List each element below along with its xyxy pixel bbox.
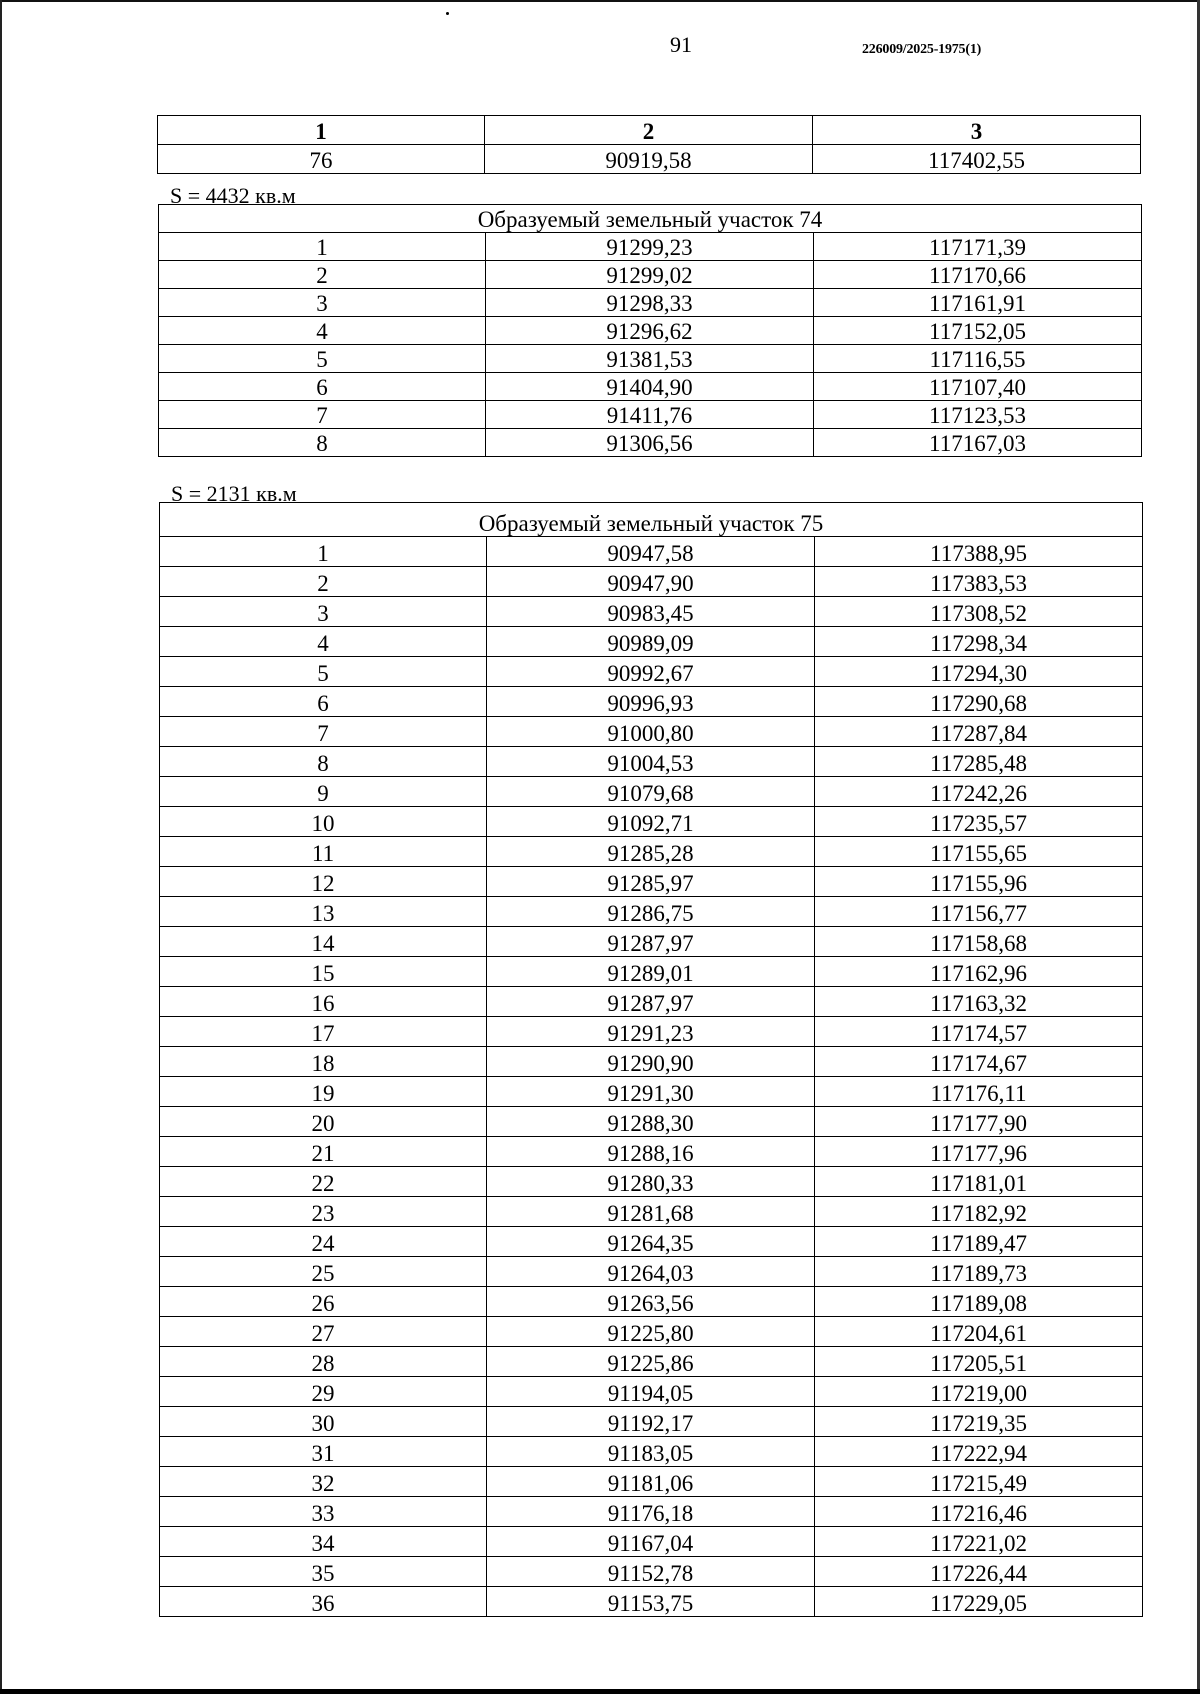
table-cell: 91153,75 (487, 1587, 815, 1617)
table-cell: 91291,23 (487, 1017, 815, 1047)
table-cell: 90983,45 (487, 597, 815, 627)
column-header-row (158, 116, 1141, 145)
table-cell: 117181,01 (815, 1167, 1143, 1197)
table-row (160, 537, 1143, 567)
table-cell: 7 (159, 401, 486, 429)
table-row (160, 897, 1143, 927)
table-cell: 117171,39 (814, 233, 1142, 261)
table-cell: 117294,30 (815, 657, 1143, 687)
table-row (159, 317, 1142, 345)
table-cell: 117182,92 (815, 1197, 1143, 1227)
table-row (160, 1527, 1143, 1557)
table-row (160, 1497, 1143, 1527)
table-row (160, 1557, 1143, 1587)
table-cell: 117174,67 (815, 1047, 1143, 1077)
table-row (160, 1107, 1143, 1137)
plot-title: Образуемый земельный участок 74 (159, 205, 1142, 233)
table-cell: 117285,48 (815, 747, 1143, 777)
table-cell: 117219,35 (815, 1407, 1143, 1437)
plot-75-table (159, 502, 1143, 1617)
table-cell: 117189,47 (815, 1227, 1143, 1257)
table-row (160, 717, 1143, 747)
table-cell: 35 (160, 1557, 487, 1587)
table-cell: 32 (160, 1467, 487, 1497)
table-cell: 117162,96 (815, 957, 1143, 987)
table-cell: 91079,68 (487, 777, 815, 807)
plot-title: Образуемый земельный участок 75 (160, 503, 1143, 537)
table-row (160, 777, 1143, 807)
table-cell: 91381,53 (486, 345, 814, 373)
document-code: 226009/2025-1975(1) (862, 42, 982, 57)
table-cell: 13 (160, 897, 487, 927)
table-cell: 91192,17 (487, 1407, 815, 1437)
table-cell: 117242,26 (815, 777, 1143, 807)
table-cell: 91176,18 (487, 1497, 815, 1527)
table-row (160, 1407, 1143, 1437)
table-cell: 117204,61 (815, 1317, 1143, 1347)
table-cell: 117383,53 (815, 567, 1143, 597)
table-cell: 10 (160, 807, 487, 837)
table-cell: 5 (160, 657, 487, 687)
plot-title-row (159, 205, 1142, 233)
table-row (160, 1467, 1143, 1497)
table-row (160, 1317, 1143, 1347)
table-cell: 117226,44 (815, 1557, 1143, 1587)
table-cell: 12 (160, 867, 487, 897)
table-cell: 117123,53 (814, 401, 1142, 429)
table-cell: 91181,06 (487, 1467, 815, 1497)
table-cell: 26 (160, 1287, 487, 1317)
table-row (160, 1437, 1143, 1467)
table-row (159, 401, 1142, 429)
table-cell: 24 (160, 1227, 487, 1257)
table-cell: 3 (159, 289, 486, 317)
area-label-1: S = 4432 кв.м (170, 183, 296, 208)
scan-speck (446, 12, 449, 15)
table-row (160, 627, 1143, 657)
table-cell: 21 (160, 1137, 487, 1167)
table-cell: 117170,66 (814, 261, 1142, 289)
table-cell: 19 (160, 1077, 487, 1107)
plot-title-row (160, 503, 1143, 537)
table-cell: 2 (159, 261, 486, 289)
table-cell: 91298,33 (486, 289, 814, 317)
table-cell: 117222,94 (815, 1437, 1143, 1467)
table-cell: 117177,96 (815, 1137, 1143, 1167)
table-cell: 117155,96 (815, 867, 1143, 897)
table-cell: 91291,30 (487, 1077, 815, 1107)
scan-left-border (0, 0, 2, 1694)
table-cell: 117388,95 (815, 537, 1143, 567)
table-cell: 91286,75 (487, 897, 815, 927)
table-cell: 117402,55 (813, 145, 1141, 174)
table-cell: 15 (160, 957, 487, 987)
table-cell: 91288,16 (487, 1137, 815, 1167)
table-cell: 8 (160, 747, 487, 777)
table-cell: 18 (160, 1047, 487, 1077)
table-cell: 117189,73 (815, 1257, 1143, 1287)
table-row (160, 807, 1143, 837)
table-row (159, 345, 1142, 373)
table-cell: 117219,00 (815, 1377, 1143, 1407)
table-cell: 91288,30 (487, 1107, 815, 1137)
table-cell: 91152,78 (487, 1557, 815, 1587)
table-cell: 117235,57 (815, 807, 1143, 837)
table-row (160, 747, 1143, 777)
table-cell: 91299,23 (486, 233, 814, 261)
table-row (160, 1257, 1143, 1287)
table-row (160, 1017, 1143, 1047)
table-row (160, 957, 1143, 987)
column-header: 1 (158, 116, 485, 145)
table-cell: 90947,90 (487, 567, 815, 597)
table-cell: 1 (159, 233, 486, 261)
table-cell: 91004,53 (487, 747, 815, 777)
table-cell: 117174,57 (815, 1017, 1143, 1047)
table-cell: 117107,40 (814, 373, 1142, 401)
table-cell: 117161,91 (814, 289, 1142, 317)
table-cell: 117158,68 (815, 927, 1143, 957)
table-row (160, 1227, 1143, 1257)
table-row (160, 867, 1143, 897)
table-row (159, 429, 1142, 457)
table-row (160, 1377, 1143, 1407)
table-cell: 117298,34 (815, 627, 1143, 657)
table-row (159, 261, 1142, 289)
table-cell: 117156,77 (815, 897, 1143, 927)
table-cell: 91287,97 (487, 987, 815, 1017)
table-cell: 117152,05 (814, 317, 1142, 345)
table-cell: 91281,68 (487, 1197, 815, 1227)
table-cell: 117116,55 (814, 345, 1142, 373)
column-header: 2 (485, 116, 813, 145)
table-row (159, 289, 1142, 317)
table-cell: 117216,46 (815, 1497, 1143, 1527)
table-cell: 8 (159, 429, 486, 457)
table-cell: 91290,90 (487, 1047, 815, 1077)
table-cell: 117290,68 (815, 687, 1143, 717)
table-cell: 117229,05 (815, 1587, 1143, 1617)
plot-74-table (158, 204, 1142, 457)
table-cell: 117287,84 (815, 717, 1143, 747)
table-cell: 117215,49 (815, 1467, 1143, 1497)
table-cell: 90947,58 (487, 537, 815, 567)
table-cell: 91183,05 (487, 1437, 815, 1467)
table-cell: 1 (160, 537, 487, 567)
table-cell: 30 (160, 1407, 487, 1437)
scan-bottom-border (0, 1689, 1200, 1694)
table-cell: 91225,80 (487, 1317, 815, 1347)
table-cell: 76 (158, 145, 485, 174)
area-label-2: S = 2131 кв.м (171, 481, 297, 506)
table-cell: 17 (160, 1017, 487, 1047)
table-cell: 11 (160, 837, 487, 867)
table-row (160, 1587, 1143, 1617)
table-cell: 91296,62 (486, 317, 814, 345)
table-cell: 91092,71 (487, 807, 815, 837)
table-cell: 5 (159, 345, 486, 373)
table-cell: 3 (160, 597, 487, 627)
table-cell: 117189,08 (815, 1287, 1143, 1317)
table-cell: 91225,86 (487, 1347, 815, 1377)
table-row (160, 687, 1143, 717)
table-cell: 91263,56 (487, 1287, 815, 1317)
table-cell: 117205,51 (815, 1347, 1143, 1377)
table-cell: 91411,76 (486, 401, 814, 429)
table-cell: 16 (160, 987, 487, 1017)
table-row (160, 567, 1143, 597)
table-cell: 91264,35 (487, 1227, 815, 1257)
page-number: 91 (670, 32, 692, 57)
table-cell: 91289,01 (487, 957, 815, 987)
table-cell: 117221,02 (815, 1527, 1143, 1557)
table-cell: 90992,67 (487, 657, 815, 687)
table-cell: 20 (160, 1107, 487, 1137)
table-row (160, 1137, 1143, 1167)
table-cell: 91000,80 (487, 717, 815, 747)
table-cell: 27 (160, 1317, 487, 1347)
table-cell: 91264,03 (487, 1257, 815, 1287)
table-cell: 9 (160, 777, 487, 807)
table-cell: 2 (160, 567, 487, 597)
table-cell: 36 (160, 1587, 487, 1617)
table-row (160, 987, 1143, 1017)
table-row (160, 1197, 1143, 1227)
table-cell: 6 (159, 373, 486, 401)
table-cell: 22 (160, 1167, 487, 1197)
table-row (160, 837, 1143, 867)
table-cell: 91167,04 (487, 1527, 815, 1557)
table-row (160, 1167, 1143, 1197)
table-cell: 33 (160, 1497, 487, 1527)
table-row (160, 597, 1143, 627)
scan-top-border (0, 0, 1200, 2)
table-row (160, 927, 1143, 957)
table-cell: 90989,09 (487, 627, 815, 657)
header-table (157, 115, 1141, 174)
table-cell: 117167,03 (814, 429, 1142, 457)
table-cell: 4 (160, 627, 487, 657)
table-cell: 25 (160, 1257, 487, 1287)
table-cell: 34 (160, 1527, 487, 1557)
table-cell: 91285,28 (487, 837, 815, 867)
column-header: 3 (813, 116, 1141, 145)
table-row (159, 233, 1142, 261)
table-cell: 90996,93 (487, 687, 815, 717)
table-cell: 91404,90 (486, 373, 814, 401)
table-row (158, 145, 1141, 174)
table-cell: 117155,65 (815, 837, 1143, 867)
table-row (160, 1077, 1143, 1107)
table-cell: 91306,56 (486, 429, 814, 457)
table-cell: 14 (160, 927, 487, 957)
table-cell: 91287,97 (487, 927, 815, 957)
table-row (160, 1047, 1143, 1077)
table-row (160, 1287, 1143, 1317)
table-cell: 31 (160, 1437, 487, 1467)
table-row (160, 1347, 1143, 1377)
table-cell: 90919,58 (485, 145, 813, 174)
table-cell: 117177,90 (815, 1107, 1143, 1137)
table-cell: 91194,05 (487, 1377, 815, 1407)
table-row (160, 657, 1143, 687)
table-cell: 28 (160, 1347, 487, 1377)
table-cell: 91299,02 (486, 261, 814, 289)
table-cell: 7 (160, 717, 487, 747)
table-cell: 117308,52 (815, 597, 1143, 627)
table-cell: 6 (160, 687, 487, 717)
table-cell: 91285,97 (487, 867, 815, 897)
table-cell: 4 (159, 317, 486, 345)
table-cell: 91280,33 (487, 1167, 815, 1197)
table-cell: 23 (160, 1197, 487, 1227)
table-cell: 29 (160, 1377, 487, 1407)
table-cell: 117176,11 (815, 1077, 1143, 1107)
table-row (159, 373, 1142, 401)
table-cell: 117163,32 (815, 987, 1143, 1017)
